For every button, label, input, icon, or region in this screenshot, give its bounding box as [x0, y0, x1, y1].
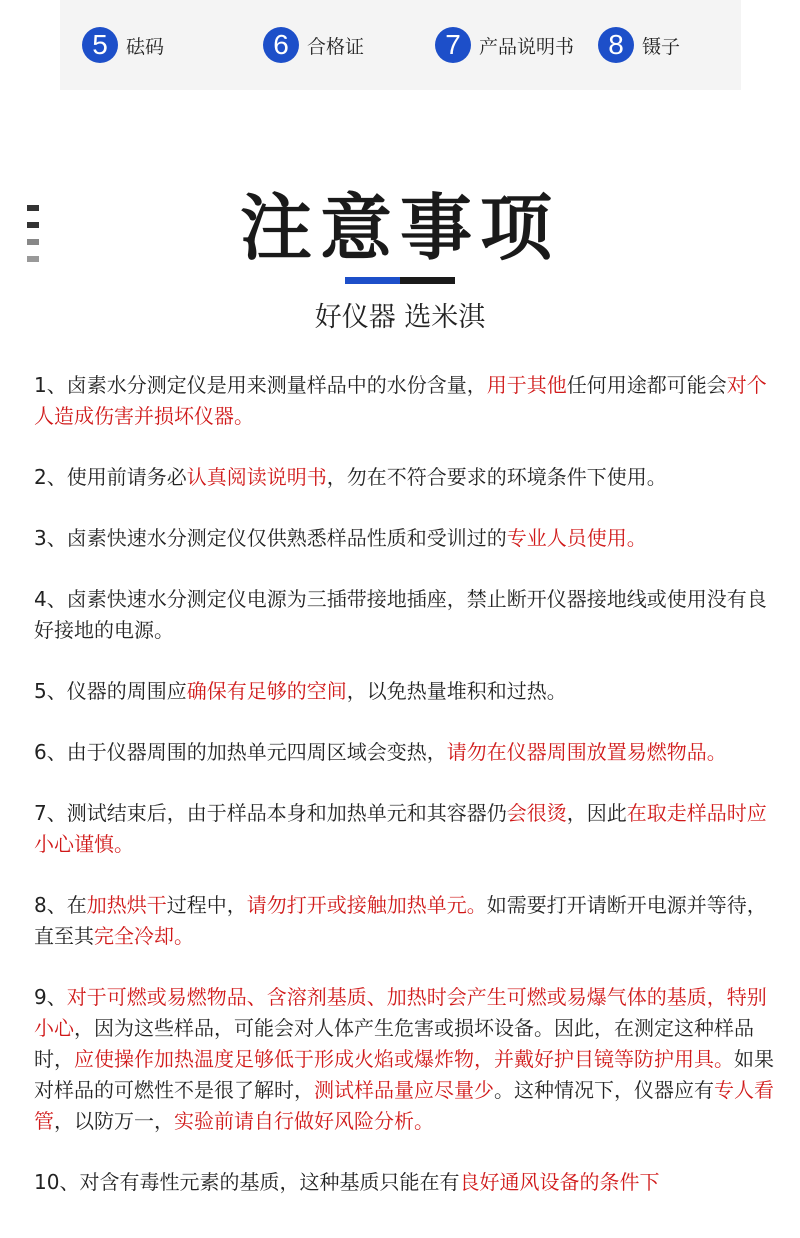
highlight-text: 加热烘干 — [86, 893, 167, 917]
highlight-text: 实验前请自行做好风险分析。 — [174, 1109, 434, 1133]
highlight-text: 请勿打开或接触加热单元。 — [246, 893, 487, 917]
accessory-label: 产品说明书 — [479, 35, 575, 58]
highlight-text: 专人看管 — [34, 1078, 774, 1133]
highlight-text: 认真阅读说明书 — [186, 465, 327, 489]
highlight-text: 会很烫 — [506, 801, 567, 825]
highlight-text: 请勿在仪器周围放置易燃物品。 — [446, 740, 727, 764]
note-item — [34, 890, 784, 952]
number-badge: 7 — [435, 27, 471, 63]
note-text: ，勿在不符合要求的环境条件下使用。 — [326, 465, 667, 489]
accessory-list — [60, 0, 741, 90]
note-text: 2、使用前请务必 — [34, 465, 187, 489]
note-text: 3、卤素快速水分测定仪仅供熟悉样品性质和受训过的 — [34, 526, 507, 550]
note-item — [34, 462, 784, 493]
note-text: ，以免热量堆积和过热。 — [346, 679, 567, 703]
note-text: ，因此 — [566, 801, 627, 825]
note-item — [34, 1167, 784, 1198]
page-subtitle: 好仪器 选米淇 — [314, 302, 486, 333]
note-text: 过程中， — [166, 893, 247, 917]
highlight-text: 用于其他 — [486, 373, 567, 397]
highlight-text: 应使操作加热温度足够低于形成火焰或爆炸物，并戴好护目镜等防护用具。 — [74, 1047, 734, 1071]
accessory-label: 砝码 — [126, 35, 165, 58]
highlight-text: 在取走样品时应小心谨慎。 — [34, 801, 767, 856]
note-text: 1、卤素水分测定仪是用来测量样品中的水份含量， — [34, 373, 487, 397]
note-item — [34, 798, 784, 860]
note-item — [34, 584, 784, 646]
note-text: 6、由于仪器周围的加热单元四周区域会变热， — [34, 740, 447, 764]
note-text: 任何用途都可能会 — [566, 373, 727, 397]
notes-list — [34, 370, 784, 1228]
accessory-item — [263, 27, 364, 63]
note-text: 如果对样品的可燃性不是很了解时， — [34, 1047, 774, 1102]
accessory-item — [435, 27, 574, 63]
highlight-text: 测试样品量应尽量少 — [314, 1078, 494, 1102]
note-item — [34, 737, 784, 768]
accessory-label: 镊子 — [642, 35, 681, 58]
note-text: 4、卤素快速水分测定仪电源为三插带接地插座，禁止断开仪器接地线或使用没有良好接地的电源。 — [34, 587, 767, 642]
note-text: 9、 — [34, 985, 67, 1009]
highlight-text: 对于可燃或易燃物品、含溶剂基质、加热时会产生可燃或易爆气体的基质，特别小心 — [34, 985, 767, 1040]
highlight-text: 完全冷却。 — [94, 924, 194, 948]
accessory-item — [82, 27, 164, 63]
accessory-item — [598, 27, 680, 63]
note-text: 7、测试结束后，由于样品本身和加热单元和其容器仍 — [34, 801, 507, 825]
title-underline — [345, 277, 455, 284]
number-badge: 5 — [82, 27, 118, 63]
page-title: 注意事项 — [239, 186, 560, 270]
note-item — [34, 523, 784, 554]
note-text: 10、对含有毒性元素的基质，这种基质只能在有 — [34, 1170, 460, 1194]
note-text: 5、仪器的周围应 — [34, 679, 187, 703]
accessory-label: 合格证 — [307, 35, 365, 58]
note-text: ，因为这些样品，可能会对人体产生危害或损坏设备。因此，在测定这种样品时， — [34, 1016, 754, 1071]
highlight-text: 良好通风设备的条件下 — [459, 1170, 660, 1194]
note-item — [34, 370, 784, 432]
highlight-text: 确保有足够的空间 — [186, 679, 347, 703]
note-item — [34, 676, 784, 707]
note-item — [34, 982, 784, 1137]
note-text: 8、在 — [34, 893, 87, 917]
number-badge: 8 — [598, 27, 634, 63]
number-badge: 6 — [263, 27, 299, 63]
note-text: 。这种情况下，仪器应有 — [494, 1078, 714, 1102]
highlight-text: 专业人员使用。 — [506, 526, 647, 550]
note-text: 如需要打开请断开电源并等待，直至其 — [34, 893, 767, 948]
note-text: ，以防万一， — [54, 1109, 174, 1133]
highlight-text: 对个人造成伤害并损坏仪器。 — [34, 373, 767, 428]
